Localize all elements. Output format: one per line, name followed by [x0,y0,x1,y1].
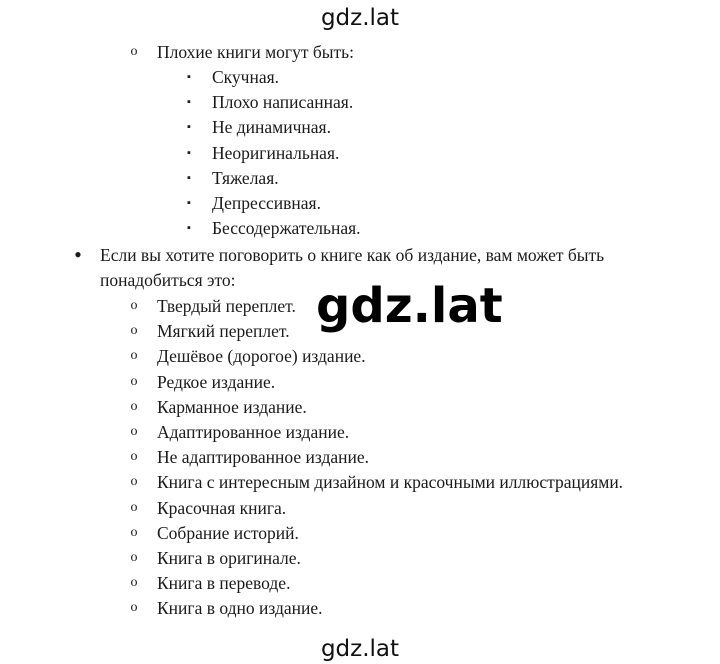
circle-bullet-icon: o [130,298,138,313]
circle-bullet-icon: o [130,424,138,439]
list-item: Плохо написанная. [212,92,354,112]
circle-bullet-icon: o [130,550,138,565]
list-item: Дешёвое (дорогое) издание. [157,346,366,366]
square-bullet-icon: ▪ [187,222,191,234]
list-item: Книга в переводе. [157,573,291,593]
watermark-bottom: gdz.lat [320,636,400,662]
round-bullet-icon: • [74,242,82,267]
circle-bullet-icon: o [130,575,138,590]
list-item: Адаптированное издание. [157,422,350,442]
list-item: Книга в одно издание. [157,598,323,618]
list-item: Красочная книга. [157,498,287,518]
watermark-top: gdz.lat [320,5,400,31]
circle-bullet-icon: o [130,449,138,464]
list-item: Не динамичная. [212,117,331,137]
square-bullet-icon: ▪ [187,121,191,133]
circle-bullet-icon: o [130,600,138,615]
circle-bullet-icon: o [130,500,138,515]
watermark-center: gdz.lat [316,278,503,334]
bad-books-heading: Плохие книги могут быть: [157,42,355,62]
square-bullet-icon: ▪ [187,147,191,159]
list-item: Бессодержательная. [212,218,361,238]
edition-intro-line-2: понадобиться это: [100,270,236,290]
list-item: Твердый переплет. [157,296,296,316]
square-bullet-icon: ▪ [187,71,191,83]
square-bullet-icon: ▪ [187,96,191,108]
edition-intro-line-1: Если вы хотите поговорить о книге как об издание, вам может быть [100,245,605,265]
list-item: Депрессивная. [212,193,321,213]
circle-bullet-icon: o [130,474,138,489]
square-bullet-icon: ▪ [187,197,191,209]
list-item: Собрание историй. [157,523,299,543]
square-bullet-icon: ▪ [187,172,191,184]
list-item: Тяжелая. [212,168,279,188]
circle-bullet-icon: o [130,348,138,363]
circle-bullet-icon: o [130,374,138,389]
list-item: Не адаптированное издание. [157,447,370,467]
list-item: Книга в оригинале. [157,548,301,568]
list-item: Карманное издание. [157,397,307,417]
circle-bullet-icon: o [130,525,138,540]
list-item: Скучная. [212,67,280,87]
list-item: Редкое издание. [157,372,276,392]
circle-bullet-icon: o [130,323,138,338]
list-item: Мягкий переплет. [157,321,290,341]
circle-bullet-icon: o [130,399,138,414]
circle-bullet-icon: o [130,44,138,59]
list-item: Книга с интересным дизайном и красочными иллюстрациями. [157,472,624,492]
list-item: Неоригинальная. [212,143,340,163]
